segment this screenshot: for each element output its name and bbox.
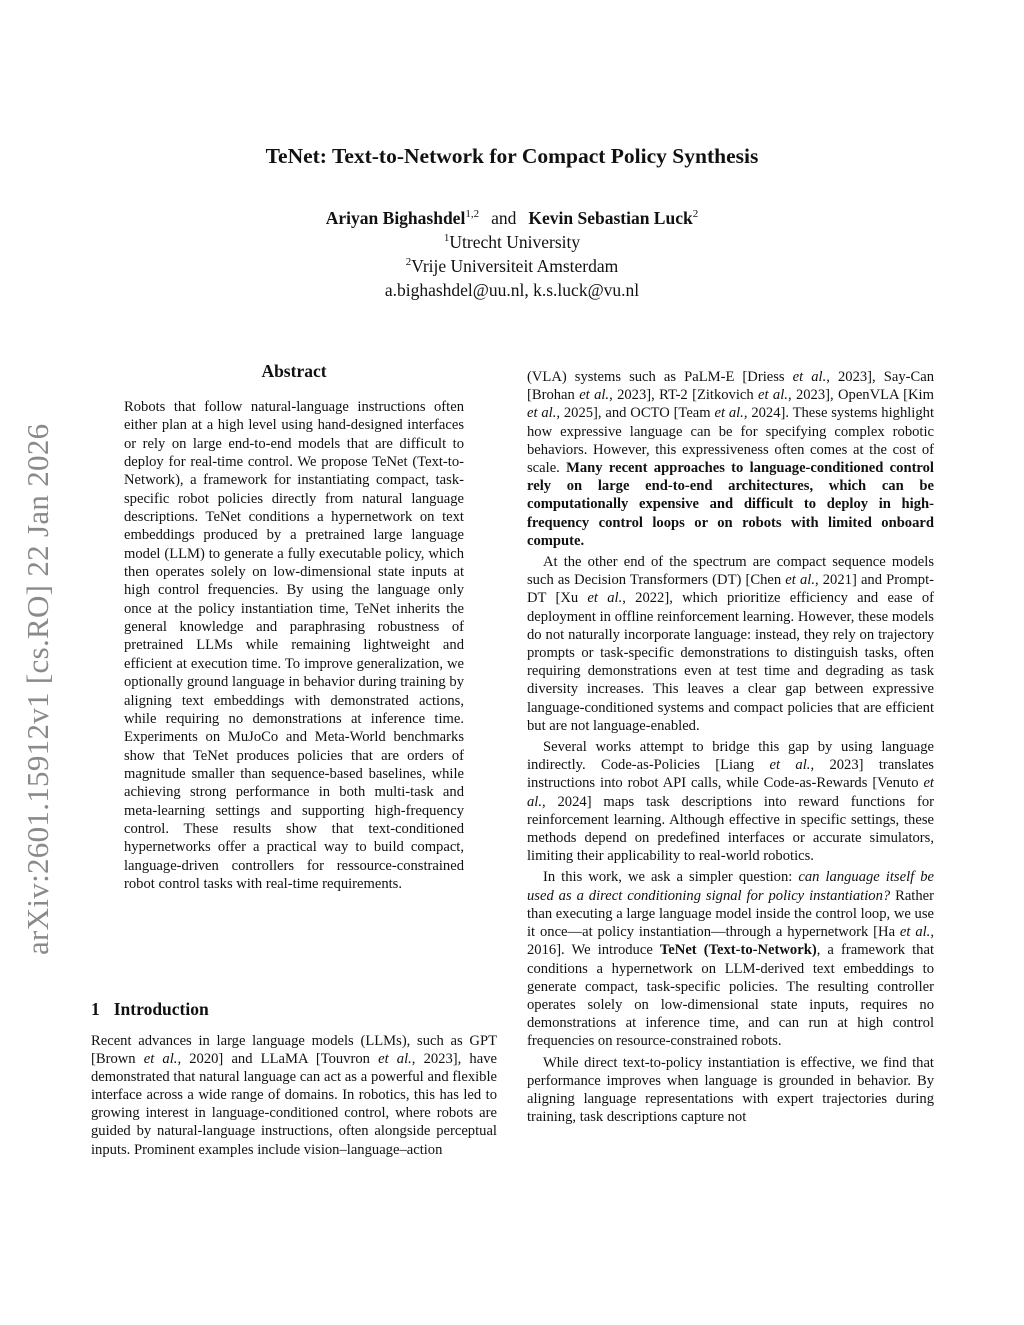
text-run-italic: et al.: [758, 387, 788, 404]
text-run-bold: TeNet (Text-to-Network): [659, 942, 817, 959]
text-run: , 2024]. These systems highlight how expressive language can be for specifying complex robotic behaviors. However, this expressiveness often comes at the cost of scale.: [527, 405, 935, 477]
author-line: [0, 206, 1024, 230]
affiliation: [0, 254, 1024, 278]
text-run: , 2023], Say-Can [Brohan: [527, 369, 935, 404]
text-run: , 2023] translates instructions into robot API calls, while Code-as-Rewards [Venuto: [527, 757, 934, 792]
text-run: , 2021] and Prompt-DT [Xu: [527, 572, 934, 607]
author-name: Ariyan Bighashdel: [325, 208, 466, 228]
text-run-bold: Many recent approaches to language-conditioned control rely on large end-to-end architectures, which can be computationally expensive and difficult to deploy in high-frequency control loops or on robots with limited onboard compute.: [527, 460, 934, 549]
text-run-italic: et al.: [527, 405, 557, 422]
text-run-italic: et al.: [587, 590, 623, 607]
text-run: While direct text-to-policy instantiation is effective, we find that performance improves when language is grounded in behavior. By aligning language representations with expert trajectories during training, task descriptions capture not: [527, 1054, 934, 1126]
section-title: Introduction: [113, 999, 209, 1019]
text-run: , 2023], have demonstrated that natural language can act as a powerful and flexible interface across a wide range of domains. In robotics, this has led to growing interest in language-conditioned control, where robots are guided by natural-language instructions, often alongside perceptual inputs. Prominent examples include vision–language–action: [91, 1051, 497, 1158]
text-run: Rather than executing a large language model inside the control loop, we use it once—at policy instantiation—through a hypernetwork [Ha: [527, 887, 934, 941]
text-run: Recent advances in large language models (LLMs), such as GPT [Brown: [91, 1033, 497, 1068]
abstract-text: Robots that follow natural-language instructions often either plan at a high level using hand-designed interfaces or rely on large end-to-end models that are difficult to deploy for real-time control. We propose TeNet (Text-to-Network), a framework for instantiating compact, task-specific robot policies directly from natural language descriptions. TeNet conditions a hypernetwork on text embeddings produced by a pretrained large language model (LLM) to generate a fully executable policy, which then operates solely on low-dimensional state inputs at high control frequencies. By using the language only once at the policy instantiation time, TeNet inherits the general knowledge and paraphrasing robustness of pretrained LLMs while remaining lightweight and efficient at execution time. To improve generalization, we optionally ground language in behavior during training by aligning text embeddings with demonstrated actions, while requiring no demonstrations at inference time. Experiments on MuJoCo and Meta-World benchmarks show that TeNet produces policies that are orders of magnitude smaller than sequence-based baselines, while achieving strong performance in both multi-task and meta-learning settings and supporting high-frequency control. These results show that text-conditioned hypernetworks offer a practical way to build compact, language-driven controllers for ressource-constrained robot control tasks with real-time requirements.: [124, 399, 464, 892]
intro-paragraph: [527, 553, 934, 735]
intro-paragraph: [527, 868, 934, 1050]
intro-paragraph: [527, 1054, 934, 1127]
text-run: , 2025], and OCTO [Team: [556, 405, 715, 422]
text-run-italic: et al.: [714, 405, 744, 422]
author-emails: a.bighashdel@uu.nl, k.s.luck@vu.nl: [384, 280, 640, 300]
text-run: , 2024] maps task descriptions into reward functions for reinforcement learning. Although effective in specific settings, these methods depend on predefined interfaces or accurate simulators, limiting their applicability to real-world robotics.: [527, 793, 934, 865]
author-conjunction: and: [491, 208, 517, 228]
text-run: , 2022], which prioritize efficiency and ease of deployment in offline reinforcement learning. However, these models do not naturally incorporate language: instead, they rely on trajectory prompts or task-specific demonstrations to distinguish tasks, often requiring demonstrations even at test time and degrading as task diversity increases. This leaves a clear gap between expressive language-conditioned systems and compact policies that are efficient but are not language-enabled.: [527, 590, 934, 734]
author-affil-marker: 2: [692, 208, 699, 220]
text-run-italic: et al.: [143, 1051, 178, 1068]
text-run: , 2023], RT-2 [Zitkovich: [609, 387, 759, 404]
affiliation-marker: 1: [443, 232, 450, 244]
text-run: In this work, we ask a simpler question:: [543, 869, 799, 886]
text-run: , 2016]. We introduce: [527, 924, 934, 959]
section-number: 1: [91, 999, 100, 1019]
affiliation-name: Vrije Universiteit Amsterdam: [411, 256, 619, 276]
intro-paragraph: [527, 368, 934, 550]
intro-paragraph: [91, 1032, 497, 1159]
text-run: (VLA) systems such as PaLM-E [Driess: [527, 369, 793, 385]
intro-paragraph: [527, 738, 934, 865]
text-run-italic: et al.: [579, 387, 610, 404]
affiliation-marker: 2: [405, 256, 412, 268]
arxiv-stamp: arXiv:2601.15912v1 [cs.RO] 22 Jan 2026: [20, 423, 55, 955]
text-run: At the other end of the spectrum are compact sequence models such as Decision Transformers (DT) [Chen: [527, 554, 934, 589]
text-run: , a framework that conditions a hypernetwork on LLM-derived text embeddings to generate compact, task-specific policies. The resulting controller operates solely on low-dimensional state inputs, requires no demonstrations at inference time, and can run at high control frequencies on resource-constrained robots.: [527, 942, 934, 1050]
text-run: , 2020] and LLaMA [Touvron: [177, 1051, 379, 1068]
text-run: , 2023], OpenVLA [Kim: [787, 387, 934, 404]
text-run-italic: et al.: [378, 1051, 412, 1068]
text-run-italic: et al.: [785, 572, 815, 589]
author-block: [0, 206, 1024, 302]
text-run-italic: et al.: [769, 757, 811, 774]
abstract-heading: Abstract: [261, 361, 327, 381]
right-column: [527, 368, 934, 1129]
text-run-italic: et al.: [527, 775, 934, 810]
paper-title: TeNet: Text-to-Network for Compact Policy Synthesis: [265, 144, 759, 168]
affiliation-name: Utrecht University: [449, 232, 581, 252]
text-run-italic: et al.: [792, 369, 827, 385]
section-heading: [91, 999, 511, 1020]
text-run: Several works attempt to bridge this gap by using language indirectly. Code-as-Policies [Liang: [527, 739, 934, 774]
author-affil-marker: 1,2: [465, 208, 480, 220]
text-run-italic: et al.: [899, 924, 931, 941]
author-name: Kevin Sebastian Luck: [528, 208, 693, 228]
text-run-italic: can language itself be used as a direct conditioning signal for policy instantiation?: [527, 869, 934, 904]
affiliation: [0, 230, 1024, 254]
